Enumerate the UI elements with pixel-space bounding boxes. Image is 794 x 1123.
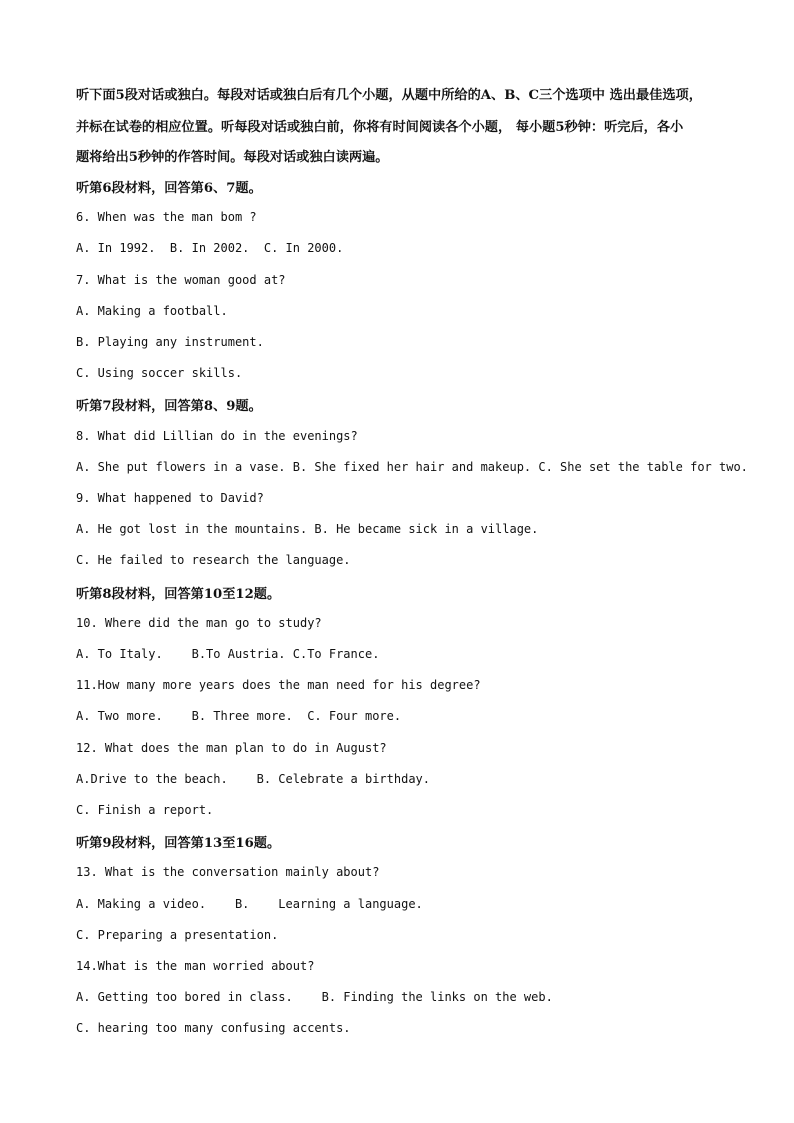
question-9: 9. What happened to David?	[76, 491, 264, 505]
question-13: 13. What is the conversation mainly about?	[76, 865, 380, 879]
option-9c: C. He failed to research the language.	[76, 553, 351, 567]
question-10: 10. Where did the man go to study?	[76, 616, 322, 630]
option-7c: C. Using soccer skills.	[76, 366, 243, 380]
options-11: A. Two more. B. Three more. C. Four more.	[76, 709, 402, 723]
question-7: 7. What is the woman good at?	[76, 273, 286, 287]
question-8: 8. What did Lillian do in the evenings?	[76, 429, 358, 443]
question-11: 11.How many more years does the man need for his degree?	[76, 678, 481, 692]
question-14: 14.What is the man worried about?	[76, 959, 315, 973]
section-heading-8: 听第8段材料，回答第10至12题。	[76, 587, 281, 602]
option-7b: B. Playing any instrument.	[76, 335, 264, 349]
options-12ab: A.Drive to the beach. B. Celebrate a birthday.	[76, 772, 431, 786]
option-7a: A. Making a football.	[76, 304, 228, 318]
question-12: 12. What does the man plan to do in August?	[76, 741, 387, 755]
intro-line-2: 并标在试卷的相应位置。听每段对话或独白前，你将有时间阅读各个小题， 每小题5秒钟：听完后，各小	[76, 120, 684, 135]
question-6: 6. When was the man bom ?	[76, 210, 257, 224]
intro-line-1: 听下面5段对话或独白。每段对话或独白后有几个小题，从题中所给的A、B、C三个选项中 选出最佳选项，	[76, 88, 702, 103]
options-6: A. In 1992. B. In 2002. C. In 2000.	[76, 241, 344, 255]
options-10: A. To Italy. B.To Austria. C.To France.	[76, 647, 380, 661]
option-13c: C. Preparing a presentation.	[76, 928, 279, 942]
section-heading-9: 听第9段材料，回答第13至16题。	[76, 836, 281, 851]
section-heading-7: 听第7段材料，回答第8、9题。	[76, 399, 262, 414]
options-9ab: A. He got lost in the mountains. B. He became sick in a village.	[76, 522, 539, 536]
options-8: A. She put flowers in a vase. B. She fixed her hair and makeup. C. She set the table for two.	[76, 460, 748, 474]
options-13ab: A. Making a video. B. Learning a language.	[76, 897, 423, 911]
option-12c: C. Finish a report.	[76, 803, 214, 817]
option-14c: C. hearing too many confusing accents.	[76, 1021, 351, 1035]
options-14ab: A. Getting too bored in class. B. Finding the links on the web.	[76, 990, 553, 1004]
section-heading-6: 听第6段材料，回答第6、7题。	[76, 181, 262, 196]
intro-line-3: 题将给出5秒钟的作答时间。每段对话或独白读两遍。	[76, 150, 389, 165]
